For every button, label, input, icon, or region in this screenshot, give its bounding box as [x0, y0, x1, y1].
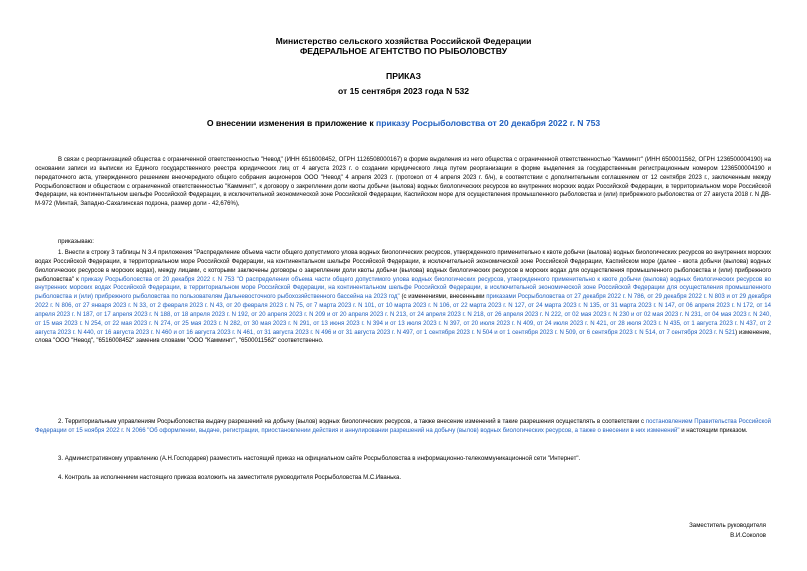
- ministry-name: Министерство сельского хозяйства Российской Федерации: [275, 36, 532, 46]
- signature-name: В.И.Соколов: [730, 532, 766, 539]
- title-link[interactable]: приказу Росрыболовства от 20 декабря 2022 г. N 753: [376, 118, 601, 128]
- item-1-section: [35, 249, 771, 346]
- intro-paragraph: В связи с реорганизацией общества с ограниченной ответственностью "Невод" (ИНН 6516008452, ОГРН 1126508000167) в форме выделения из него общества с ограниченной ответственностью "Каммингг" (ИНН 6500011562, ОГРН 1236500004190) на основании записи из выписки из Единого государственного реестра юридических лиц от 4 августа 2023 г. о создании юридического лица путем реорганизации в форме выделения за государственным регистрационным номером 1236500004190 и передаточного акта, утвержденного решением внеочередного общего собрания акционеров ООО "Невод" 4 апреля 2023 г. (протокол от 4 апреля 2023 г. б/н), в соответствии с дополнительным соглашением от 12 сентября 2023 г., заключенным между Росрыболовством и обществом с ограниченной ответственностью "Каммингг", к договору о закреплении доли квоты добычи (вылова) водных биологических ресурсов во внутренних морских водах Российской Федерации, в территориальном море Российской Федерации, на континентальном шельфе Российской Федерации, в исключительной экономической зоне Российской Федерации, Каспийском море для осуществления промышленного рыболовства и (или) прибрежного рыболовства от 27 августа 2018 г. N ДВ-М-972 (Минтай, Западно-Сахалинская подзона, размер доли - 42,676%),: [35, 157, 771, 208]
- item-1-text-start: 1. Внести в строку 3 таблицы N 3.4 приложения "Распределение объема части общего допустимого улова водных биологических ресурсов, утвержденного применительно к квоте добычи (вылова) водных биологических ресурсов во внутренних морских водах Российской Федерации, в территориальном море Российской Федерации, на континентальном шельфе Российской Федерации, в исключительной экономической зоне Российской Федерации, Каспийском море (далее - квота добычи (вылова) водных биологических ресурсов в морских водах), между лицами, с которыми заключены договоры о закреплении доли квоты добычи (вылова) водных биологических ресурсов в морских водах для осуществления промышленного рыболовства и (или) прибрежного рыболовства" к: [35, 250, 771, 283]
- document-type: ПРИКАЗ: [386, 71, 421, 81]
- order-word-section: [35, 238, 771, 247]
- agency-name: ФЕДЕРАЛЬНОЕ АГЕНТСТВО ПО РЫБОЛОВСТВУ: [299, 46, 508, 56]
- item-2-text-end: и настоящим приказом.: [679, 427, 748, 434]
- item-4-paragraph: 4. Контроль за исполнением настоящего приказа возложить на заместителя руководителя Росрыболовства М.С.Иванька.: [58, 475, 402, 481]
- item-1-order-link[interactable]: приказу Росрыболовства от 20 декабря 2022 г. N 753 "О распределении объема части общего допустимого улова водных биологических ресурсов, утвержденного применительно к квоте добычи (вылова) водных биологических ресурсов во внутренних морских водах Российской Федерации, в территориальном море Российской Федерации, на континентальном шельфе Российской Федерации, в исключительной экономической зоне Российской Федерации для осуществления промышленного рыболовства и (или) прибрежного рыболовства по пользователям Дальневосточного рыбохозяйственного бассейна на 2023 год": [35, 276, 771, 301]
- item-2-decree-link[interactable]: постановлением Правительства Российской Федерации от 15 ноября 2022 г. N 2066 "Об оформлении, выдаче, регистрации, приостановлении действия и аннулировании разрешений на добычу (вылов) водных биологических ресурсов, а также о внесении в них изменений": [35, 419, 772, 434]
- item-4-section: [35, 474, 771, 483]
- item-3-section: [35, 455, 771, 464]
- item-2-text-start: 2. Территориальным управлениям Росрыболовства выдачу разрешений на добычу (вылов) водных биологических ресурсов, а также внесение изменений в такие разрешения осуществлять в соответствии с: [58, 419, 646, 425]
- item-1-amendments-link[interactable]: приказами Росрыболовства от 27 декабря 2022 г. N 786, от 29 декабря 2022 г. N 803 и от 29 декабря 2022 г. N 806, от 27 января 2023 г. N 33, от 2 февраля 2023 г. N 43, от 20 февраля 2023 г. N 75, от 7 марта 2023 г. N 101, от 10 марта 2023 г. N 106, от 22 марта 2023 г. N 127, от 24 марта 2023 г. N 135, от 31 марта 2023 г. N 147, от 06 апреля 2023 г. N 172, от 14 апреля 2023 г. N 187, от 17 апреля 2023 г. N 188, от 18 апреля 2023 г. N 192, от 20 апреля 2023 г. N 209 и от 20 апреля 2023 г. N 213, от 24 апреля 2023 г. N 218, от 26 апреля 2023 г. N 222, от 02 мая 2023 г. N 230 и от 02 мая 2023 г. N 231, от 04 мая 2023 г. N 240, от 15 мая 2023 г. N 254, от 22 мая 2023 г. N 274, от 25 мая 2023 г. N 282, от 30 мая 2023 г. N 291, от 13 июня 2023 г. N 394 и от 13 июля 2023 г. N 397, от 20 июля 2023 г. N 409, от 24 июля 2023 г. N 421, от 28 июля 2023 г. N 435, от 1 августа 2023 г. N 437, от 2 августа 2023 г. N 440, от 16 августа 2023 г. N 460 и от 16 августа 2023 г. N 461, от 31 августа 2023 г. N 496 и от 31 августа 2023 г. N 497, от 1 сентября 2023 г. N 504 и от 1 сентября 2023 г. N 509, от 6 сентября 2023 г. N 514, от 7 сентября 2023 г. N 521: [35, 294, 771, 336]
- item-3-paragraph: 3. Административному управлению (А.Н.Господарев) разместить настоящий приказ на официальном сайте Росрыболовства в информационно-телекоммуникационной сети "Интернет".: [58, 456, 581, 462]
- document-date: от 15 сентября 2023 года N 532: [337, 86, 470, 96]
- document-title: [0, 118, 807, 128]
- item-2-section: [35, 418, 771, 436]
- item-2-paragraph: [35, 418, 771, 436]
- order-word: приказываю:: [58, 239, 94, 245]
- signature-position: Заместитель руководителя: [689, 522, 766, 529]
- title-prefix: О внесении изменения в приложение к: [206, 118, 377, 128]
- item-1-text-end: ) изменение, слова "ООО "Невод", "6516008452" заменив словами "ООО "Каммингг", "6500011562" соответственно.: [35, 329, 771, 345]
- intro-section: [35, 156, 771, 209]
- item-1-text-middle: (с изменениями, внесенными: [399, 294, 487, 301]
- item-1-paragraph: [35, 249, 771, 346]
